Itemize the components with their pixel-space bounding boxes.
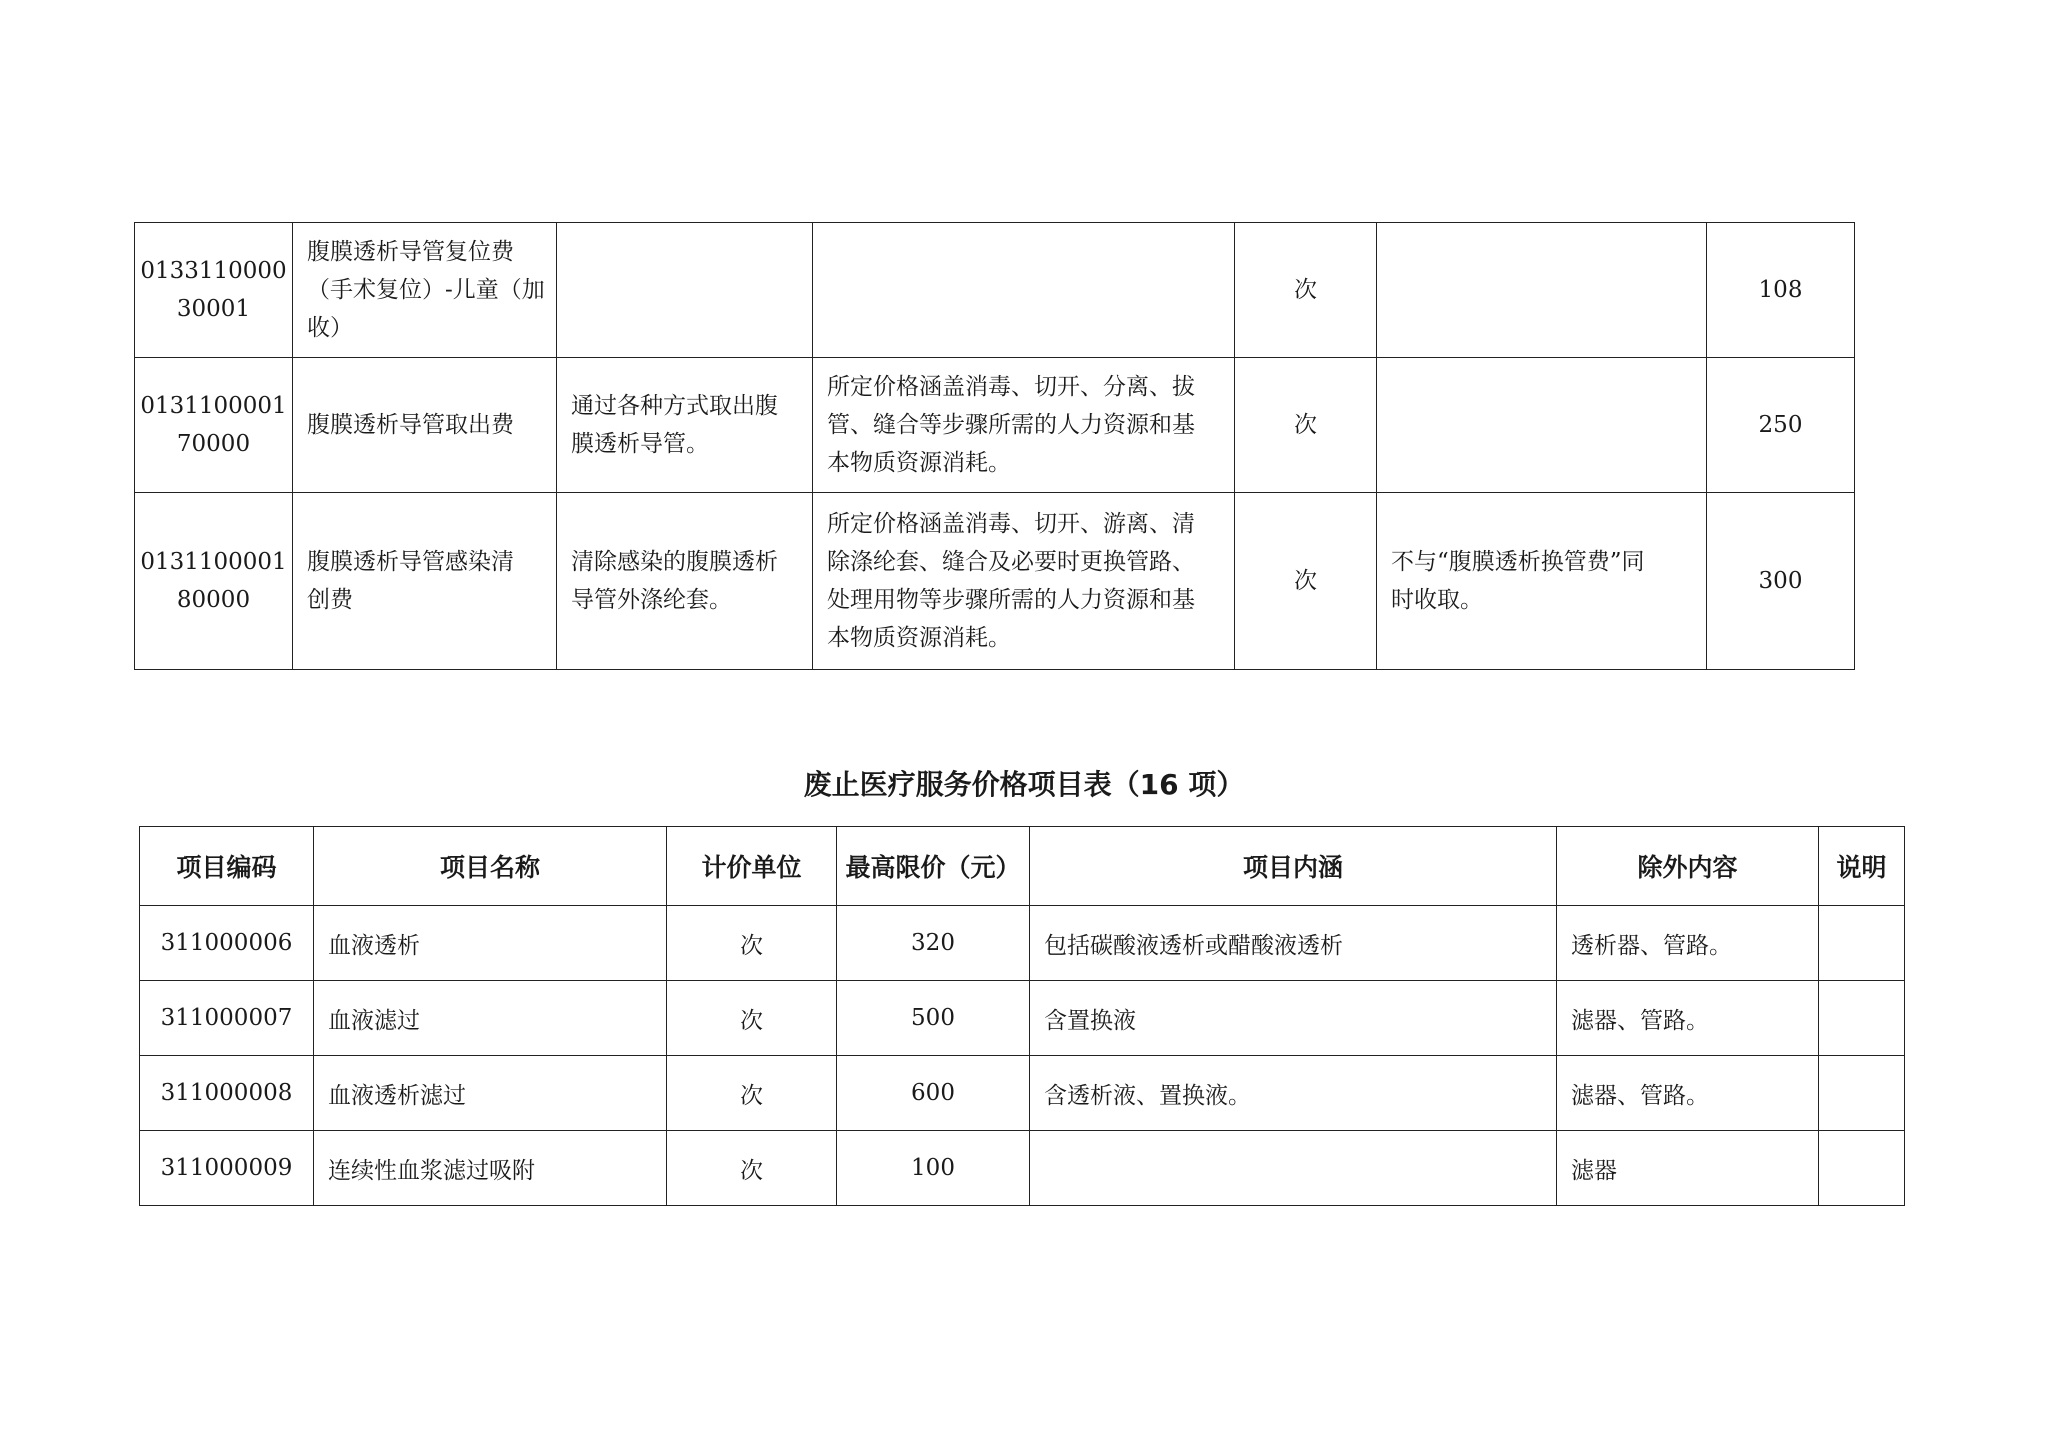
header-unit: 计价单位 [667, 827, 837, 906]
header-code: 项目编码 [140, 827, 314, 906]
abolished-items-table [139, 826, 1905, 1206]
item-price: 108 [1707, 223, 1855, 358]
item-unit: 次 [1235, 358, 1377, 493]
item-code: 311000008 [140, 1056, 314, 1131]
item-code: 0131100001 70000 [135, 358, 293, 493]
item-content [1030, 1131, 1557, 1206]
item-code: 0131100001 80000 [135, 493, 293, 670]
item-note [1819, 1056, 1905, 1131]
header-price: 最高限价（元） [837, 827, 1030, 906]
item-note: 不与“腹膜透析换管费”同 时收取。 [1377, 493, 1707, 670]
item-scope: 所定价格涵盖消毒、切开、游离、清 除涤纶套、缝合及必要时更换管路、 处理用物等步骤所需的人力资源和基 本物质资源消耗。 [813, 493, 1235, 670]
item-price: 300 [1707, 493, 1855, 670]
item-unit: 次 [1235, 223, 1377, 358]
table-row [135, 358, 1855, 493]
item-name: 腹膜透析导管复位费 （手术复位）-儿童（加 收） [293, 223, 557, 358]
item-price: 250 [1707, 358, 1855, 493]
item-price: 100 [837, 1131, 1030, 1206]
item-note [1819, 1131, 1905, 1206]
item-content [557, 223, 813, 358]
item-content: 清除感染的腹膜透析 导管外涤纶套。 [557, 493, 813, 670]
item-price: 320 [837, 906, 1030, 981]
header-note: 说明 [1819, 827, 1905, 906]
item-unit: 次 [667, 906, 837, 981]
table-row [135, 223, 1855, 358]
item-excluded: 滤器 [1557, 1131, 1819, 1206]
item-name: 血液滤过 [314, 981, 667, 1056]
item-name: 血液透析 [314, 906, 667, 981]
table-row [140, 1056, 1905, 1131]
item-name: 腹膜透析导管感染清 创费 [293, 493, 557, 670]
item-note [1377, 358, 1707, 493]
item-note [1819, 981, 1905, 1056]
header-name: 项目名称 [314, 827, 667, 906]
table-row [135, 493, 1855, 670]
item-content: 包括碳酸液透析或醋酸液透析 [1030, 906, 1557, 981]
price-items-table-continued [134, 222, 1855, 670]
abolished-items-title: 废止医疗服务价格项目表（16 项） [803, 768, 1245, 801]
item-scope: 所定价格涵盖消毒、切开、分离、拔 管、缝合等步骤所需的人力资源和基 本物质资源消耗。 [813, 358, 1235, 493]
item-excluded: 滤器、管路。 [1557, 1056, 1819, 1131]
item-excluded: 透析器、管路。 [1557, 906, 1819, 981]
item-name: 腹膜透析导管取出费 [293, 358, 557, 493]
item-code: 311000006 [140, 906, 314, 981]
item-content: 通过各种方式取出腹 膜透析导管。 [557, 358, 813, 493]
item-code: 311000009 [140, 1131, 314, 1206]
item-content: 含透析液、置换液。 [1030, 1056, 1557, 1131]
item-code: 311000007 [140, 981, 314, 1056]
item-excluded: 滤器、管路。 [1557, 981, 1819, 1056]
item-price: 500 [837, 981, 1030, 1056]
item-note [1819, 906, 1905, 981]
item-unit: 次 [667, 1056, 837, 1131]
item-price: 600 [837, 1056, 1030, 1131]
header-content: 项目内涵 [1030, 827, 1557, 906]
item-content: 含置换液 [1030, 981, 1557, 1056]
item-unit: 次 [667, 981, 837, 1056]
item-scope [813, 223, 1235, 358]
item-code: 0133110000 30001 [135, 223, 293, 358]
table-row [140, 906, 1905, 981]
item-name: 连续性血浆滤过吸附 [314, 1131, 667, 1206]
item-note [1377, 223, 1707, 358]
table-header-row [140, 827, 1905, 906]
item-unit: 次 [1235, 493, 1377, 670]
item-name: 血液透析滤过 [314, 1056, 667, 1131]
item-unit: 次 [667, 1131, 837, 1206]
header-excluded: 除外内容 [1557, 827, 1819, 906]
table-row [140, 981, 1905, 1056]
table-row [140, 1131, 1905, 1206]
